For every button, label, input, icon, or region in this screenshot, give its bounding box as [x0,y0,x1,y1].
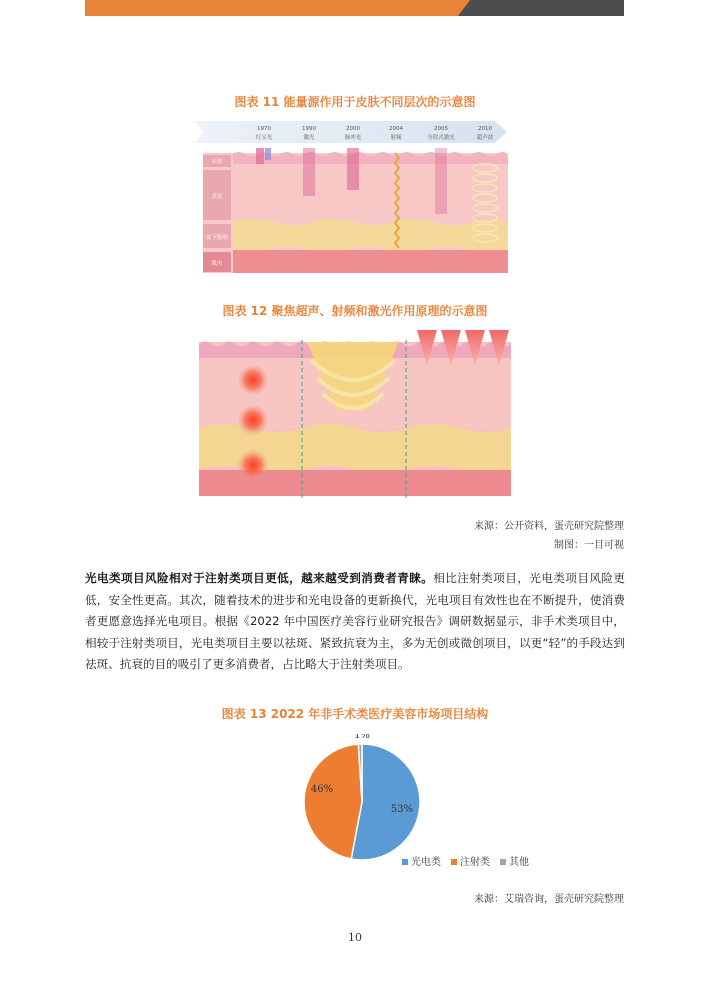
timeline-year: 2005 [434,126,448,132]
timeline-tech: 脉冲光 [344,135,362,141]
chart-maker-note: 制图：一目可视 [554,540,624,551]
pie-data-label-0: 53% [390,804,414,815]
header-dark-bar [458,0,624,16]
timeline-tech: 红宝光 [255,135,273,141]
legend-item [402,853,441,868]
timeline-year: 1970 [257,126,271,132]
skin-layers-energy-diagram [195,118,515,276]
source-note-2: 来源：艾瑞咨询，蛋壳研究院整理 [474,894,624,905]
pie-data-label-1: 46% [310,784,334,795]
legend-swatch [500,859,506,865]
timeline-year: 2000 [346,126,360,132]
timeline-tech: 分段式激光 [427,135,455,141]
layer-label: 真皮 [211,194,223,200]
source-note: 来源：公开资料，蛋壳研究院整理 [474,521,624,532]
timeline-year: 2010 [478,126,492,132]
figure-13-title: 图表 13 2022 年非手术类医疗美容市场项目结构 [221,707,489,721]
legend-item [500,853,529,868]
legend-label: 其他 [509,857,529,868]
body-paragraph [85,568,625,676]
legend-label: 注射类 [460,857,490,868]
pie-data-label-2: 1% [354,734,370,741]
legend-label: 光电类 [411,857,441,868]
layer-label: 皮下脂肪 [205,235,229,241]
layer-label: 表皮 [211,159,223,165]
figure-12-title: 图表 12 聚焦超声、射频和激光作用原理的示意图 [222,304,488,318]
paragraph-lead: 光电类项目风险相对于注射类项目更低，越来越受到消费者青睐。 [85,571,434,585]
page-number: 10 [348,931,362,944]
paragraph-body: 相比注射类项目，光电类项目风险更低，安全性更高。其次，随着技术的进步和光电设备的更新换代，光电项目有效性也在不断提升，使消费者更愿意选择光电项目。根据《2022 年中国医疗美容行业研究报告》调研数据显示，非手术类项目中，相较于注射类项目，光电类项目主要以祛斑、紧致抗衰为主，多为无创或微创项目，以更“轻”的手段达到祛斑、抗衰的目的吸引了更多消费者，占比略大于注射类项目。 [85,571,625,672]
pie-chart-svg [300,734,430,862]
timeline-tech: 激光 [303,135,315,141]
figure-11-title: 图表 11 能量源作用于皮肤不同层次的示意图 [234,95,476,109]
timeline-year: 2004 [389,126,403,132]
chart-legend [402,853,529,868]
legend-swatch [402,859,408,865]
legend-item [451,853,490,868]
timeline-year: 1990 [302,126,316,132]
ultrasound-rf-laser-diagram [199,330,511,500]
timeline-tech: 射频 [390,135,402,141]
layer-label: 肌肉 [211,261,223,267]
pie-slice-1 [304,744,362,859]
header-accent-bar [85,0,470,16]
legend-swatch [451,859,457,865]
timeline-tech: 超声波 [476,135,494,141]
pie-chart [300,734,430,866]
